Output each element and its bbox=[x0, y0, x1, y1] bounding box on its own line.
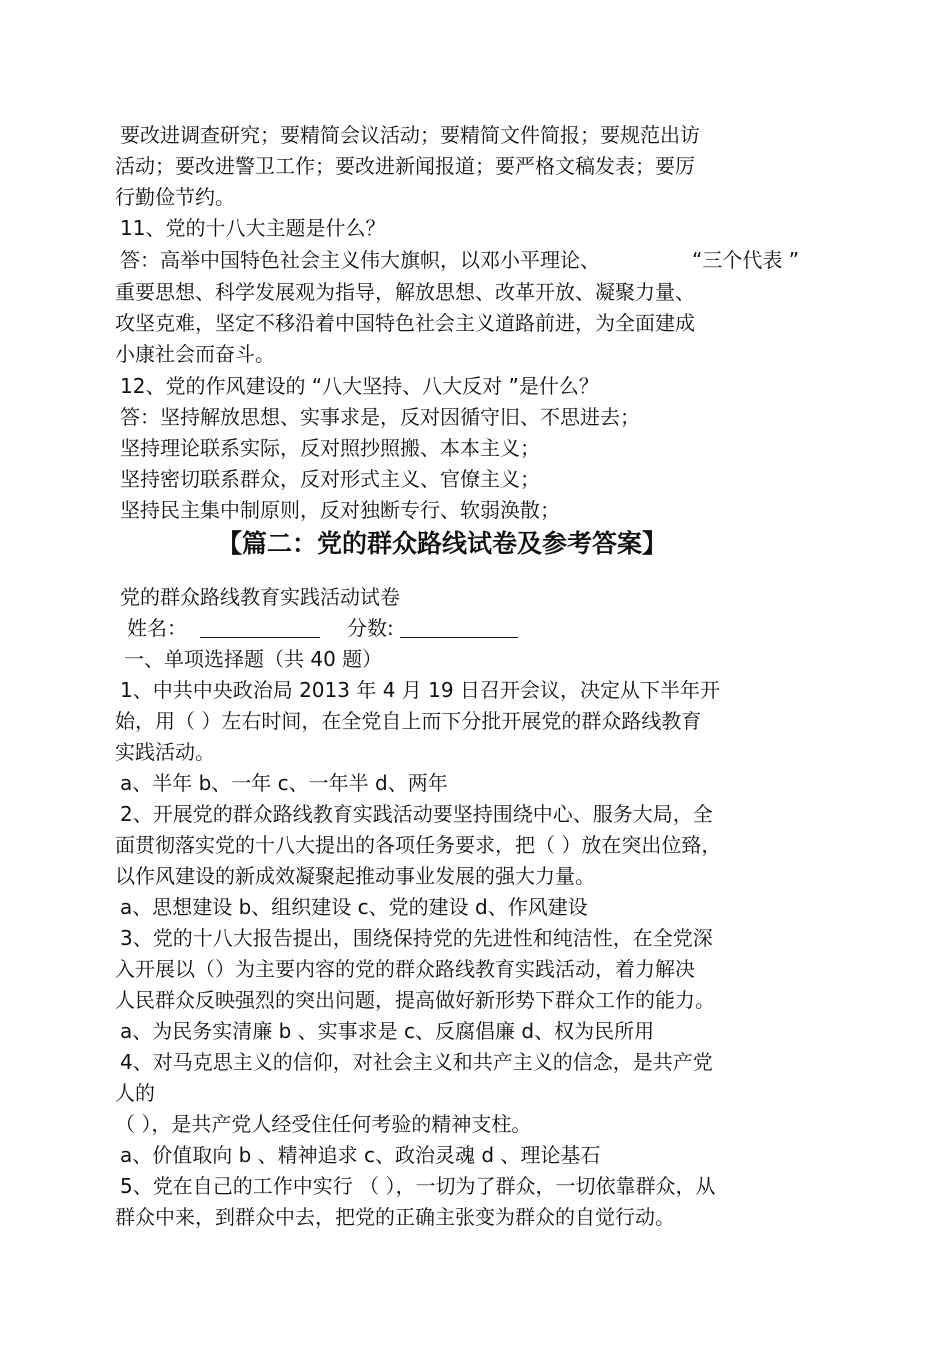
q4-stem-line-1: 4、对马克思主义的信仰，对社会主义和共产主义的信念，是共产党 bbox=[120, 1050, 713, 1074]
q5-stem-line-1: 5、党在自己的工作中实行 （ ），一切为了群众，一切依靠群众，从 bbox=[120, 1174, 716, 1198]
q1-options: a、半年 b、一年 c、一年半 d、两年 bbox=[120, 771, 448, 795]
q11-answer-line-2: 重要思想、科学发展观为指导，解放思想、改革开放、凝聚力量、 bbox=[115, 280, 695, 304]
score-blank-field bbox=[400, 617, 518, 638]
section-title: 一、单项选择题（共 40 题） bbox=[124, 647, 383, 671]
q11-answer-line-3: 攻坚克难，坚定不移沿着中国特色社会主义道路前进，为全面建成 bbox=[115, 311, 695, 335]
q12-answer-line-1: 答：坚持解放思想、实事求是，反对因循守旧、不思进去； bbox=[120, 405, 640, 429]
q3-stem-line-3: 人民群众反映强烈的突出问题，提高做好新形势下群众工作的能力。 bbox=[115, 988, 715, 1012]
q11-answer-line-4: 小康社会而奋斗。 bbox=[115, 342, 275, 366]
q4-stem-line-2: 人的 bbox=[115, 1081, 155, 1105]
rules-line-2: 活动；要改进警卫工作；要改进新闻报道；要严格文稿发表；要厉 bbox=[115, 154, 695, 178]
q12-answer-line-2: 坚持理论联系实际，反对照抄照搬、本本主义； bbox=[120, 436, 540, 460]
q11-question: 11、党的十八大主题是什么？ bbox=[120, 216, 386, 240]
q1-stem-line-2: 始，用（ ）左右时间，在全党自上而下分批开展党的群众路线教育 bbox=[115, 709, 702, 733]
q2-options: a、思想建设 b、组织建设 c、党的建设 d、作风建设 bbox=[120, 895, 588, 919]
section-heading: 【篇二：党的群众路线试卷及参考答案】 bbox=[217, 529, 668, 558]
q12-answer-line-3: 坚持密切联系群众，反对形式主义、官僚主义； bbox=[120, 467, 540, 491]
score-label: 分数: bbox=[347, 616, 394, 640]
q4-stem-line-3: （ ），是共产党人经受住任何考验的精神支柱。 bbox=[115, 1112, 532, 1136]
q12-answer-line-4: 坚持民主集中制原则，反对独断专行、软弱涣散； bbox=[120, 498, 560, 522]
q12-question: 12、党的作风建设的 “八大坚持、八大反对 ”是什么？ bbox=[120, 374, 599, 398]
q5-stem-line-2: 群众中来，到群众中去，把党的正确主张变为群众的自觉行动。 bbox=[115, 1205, 675, 1229]
q2-stem-line-3: 以作风建设的新成效凝聚起推动事业发展的强大力量。 bbox=[115, 864, 595, 888]
name-blank-field bbox=[200, 617, 320, 638]
rules-line-3: 行勤俭节约。 bbox=[115, 185, 235, 209]
q1-stem-line-1: 1、中共中央政治局 2013 年 4 月 19 日召开会议，决定从下半年开 bbox=[120, 678, 720, 702]
name-label: 姓名： bbox=[127, 616, 187, 640]
exam-title: 党的群众路线教育实践活动试卷 bbox=[120, 585, 400, 609]
q11-answer-quote: “三个代表 ” bbox=[692, 248, 800, 272]
q1-stem-line-3: 实践活动。 bbox=[115, 740, 215, 764]
q3-options: a、为民务实清廉 b 、实事求是 c、反腐倡廉 d、权为民所用 bbox=[120, 1019, 655, 1043]
rules-line-1: 要改进调查研究；要精简会议活动；要精简文件简报；要规范出访 bbox=[120, 123, 700, 147]
q2-stem-line-2: 面贯彻落实党的十八大提出的各项任务要求，把（ ）放在突出位臵， bbox=[115, 833, 722, 857]
q11-answer-line-1: 答：高举中国特色社会主义伟大旗帜，以邓小平理论、 bbox=[120, 248, 600, 272]
q2-stem-line-1: 2、开展党的群众路线教育实践活动要坚持围绕中心、服务大局，全 bbox=[120, 802, 713, 826]
q3-stem-line-2: 入开展以（）为主要内容的党的群众路线教育实践活动，着力解决 bbox=[115, 957, 695, 981]
q4-options: a、价值取向 b 、精神追求 c、政治灵魂 d 、理论基石 bbox=[120, 1143, 601, 1167]
q3-stem-line-1: 3、党的十八大报告提出，围绕保持党的先进性和纯洁性，在全党深 bbox=[120, 926, 713, 950]
